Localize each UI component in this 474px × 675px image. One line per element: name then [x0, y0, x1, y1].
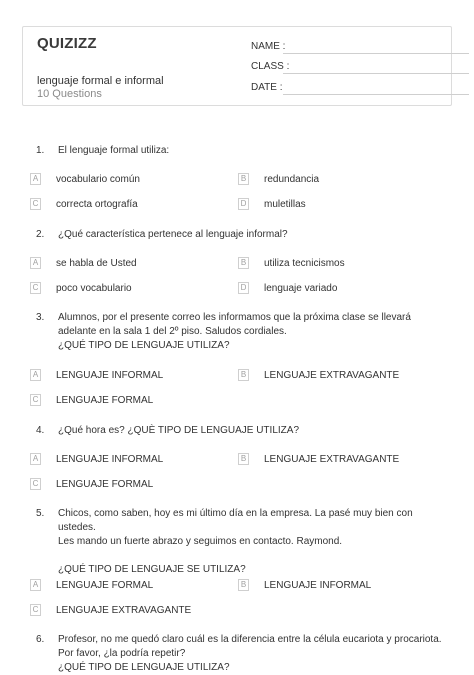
- option-text: LENGUAJE EXTRAVAGANTE: [56, 605, 192, 616]
- date-line: [283, 94, 469, 95]
- worksheet-title: lenguaje formal e informal: [37, 75, 164, 87]
- question-line: ¿Qué característica pertenece al lenguaje informal?: [58, 229, 288, 240]
- option-text: correcta ortografía: [56, 199, 138, 210]
- option-text: LENGUAJE INFORMAL: [264, 580, 372, 591]
- question-line: Por favor, ¿la podría repetir?: [58, 648, 186, 659]
- option-text: LENGUAJE FORMAL: [56, 479, 154, 490]
- option-text: poco vocabulario: [56, 283, 132, 294]
- option-letter-box: A: [30, 257, 41, 269]
- question-count: 10 Questions: [37, 88, 102, 100]
- class-label: CLASS :: [251, 61, 290, 72]
- option-letter-box: C: [30, 198, 41, 210]
- question-line: ¿QUÉ TIPO DE LENGUAJE UTILIZA?: [58, 662, 230, 673]
- name-label: NAME :: [251, 41, 286, 52]
- question-line: El lenguaje formal utiliza:: [58, 145, 170, 156]
- option-text: LENGUAJE FORMAL: [56, 580, 154, 591]
- name-field[interactable]: [251, 41, 285, 52]
- option-letter-box: D: [238, 282, 249, 294]
- option-letter-box: B: [238, 173, 249, 185]
- option-letter-box: A: [30, 369, 41, 381]
- option-letter-box: D: [238, 198, 249, 210]
- question-line: Les mando un fuerte abrazo y seguimos en contacto. Raymond.: [58, 536, 343, 547]
- option-text: LENGUAJE INFORMAL: [56, 454, 164, 465]
- option-letter-box: B: [238, 257, 249, 269]
- question-number: 5.: [36, 508, 45, 519]
- question-number: 4.: [36, 425, 45, 436]
- date-field[interactable]: [251, 82, 282, 93]
- question-number: 2.: [36, 229, 45, 240]
- question-text: [58, 228, 443, 242]
- option-text: vocabulario común: [56, 174, 140, 185]
- worksheet-header: [22, 26, 452, 106]
- option-letter-box: C: [30, 394, 41, 406]
- question-number: 1.: [36, 145, 45, 156]
- option-letter-box: B: [238, 453, 249, 465]
- option-text: LENGUAJE INFORMAL: [56, 370, 164, 381]
- option-text: LENGUAJE EXTRAVAGANTE: [264, 370, 400, 381]
- option-letter-box: C: [30, 604, 41, 616]
- question-number: 6.: [36, 634, 45, 645]
- class-field[interactable]: [251, 61, 289, 72]
- option-text: se habla de Usted: [56, 258, 137, 269]
- option-letter-box: B: [238, 579, 249, 591]
- option-letter-box: A: [30, 173, 41, 185]
- question-line: ¿Qué hora es? ¿QUÈ TIPO DE LENGUAJE UTILIZA?: [58, 425, 300, 436]
- question-line: Profesor, no me quedó claro cuál es la diferencia entre la célula eucariota y procariota.: [58, 634, 442, 645]
- name-line: [283, 53, 469, 54]
- quizizz-logo: QUIZIZZ: [37, 35, 97, 52]
- question-text: [58, 144, 443, 158]
- question-text: [58, 507, 443, 577]
- option-letter-box: A: [30, 453, 41, 465]
- question-text: [58, 424, 443, 438]
- option-letter-box: A: [30, 579, 41, 591]
- option-text: redundancia: [264, 174, 320, 185]
- question-text: [58, 311, 443, 353]
- question-line: [58, 549, 443, 563]
- option-text: muletillas: [264, 199, 306, 210]
- option-text: lenguaje variado: [264, 283, 338, 294]
- question-text: [58, 633, 443, 675]
- option-text: LENGUAJE EXTRAVAGANTE: [264, 454, 400, 465]
- question-line: Alumnos, por el presente correo les informamos que la próxima clase se llevará: [58, 312, 411, 323]
- option-letter-box: B: [238, 369, 249, 381]
- option-letter-box: C: [30, 478, 41, 490]
- question-line: ¿QUÉ TIPO DE LENGUAJE SE UTILIZA?: [58, 564, 246, 575]
- option-text: LENGUAJE FORMAL: [56, 395, 154, 406]
- question-number: 3.: [36, 312, 45, 323]
- question-line: adelante en la sala 1 del 2º piso. Saludos cordiales.: [58, 326, 287, 337]
- class-line: [283, 73, 469, 74]
- question-line: Chicos, como saben, hoy es mi último día en la empresa. La pasé muy bien con ustedes.: [58, 508, 413, 533]
- question-line: ¿QUÉ TIPO DE LENGUAJE UTILIZA?: [58, 340, 230, 351]
- option-letter-box: C: [30, 282, 41, 294]
- date-label: DATE :: [251, 82, 283, 93]
- option-text: utiliza tecnicismos: [264, 258, 345, 269]
